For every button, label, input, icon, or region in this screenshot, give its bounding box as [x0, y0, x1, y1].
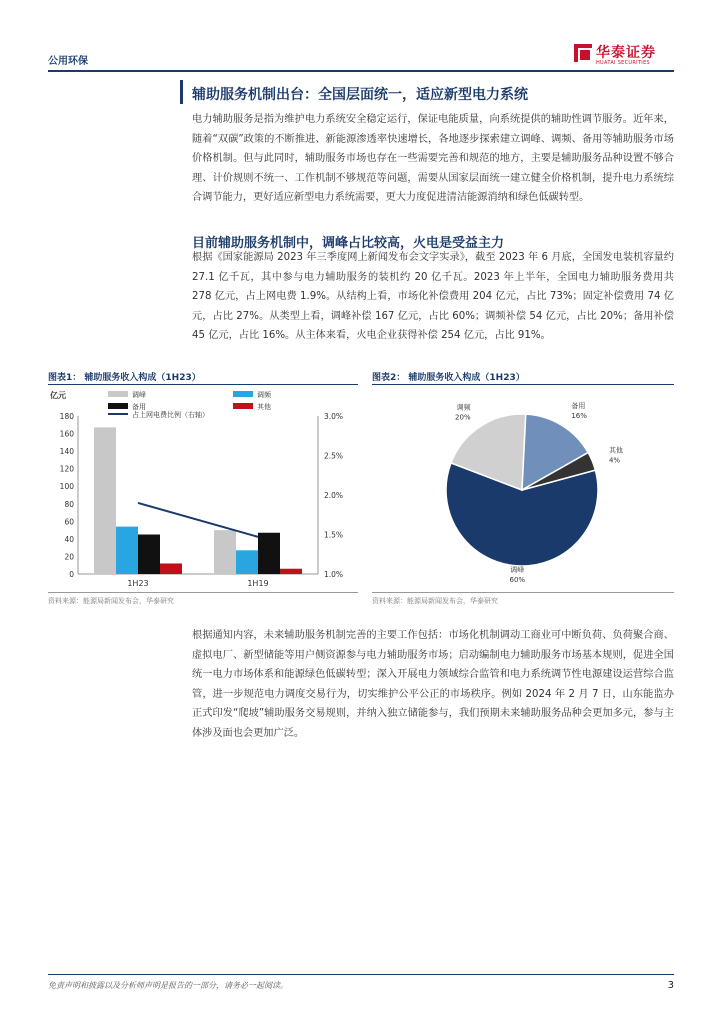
y-tick-label: 120: [59, 464, 74, 474]
pie-label-调峰: 调峰: [510, 566, 525, 574]
pie-label-其他: 其他: [608, 446, 623, 455]
pie-pct-调频: 20%: [455, 413, 471, 422]
pie-label-调频: 调频: [456, 403, 471, 412]
bar-chart: [48, 386, 358, 590]
figure2-rule: [372, 384, 674, 385]
bar-chart-svg: [48, 386, 358, 590]
legend-label: 调峰: [132, 391, 146, 399]
y-tick-label: 0: [69, 570, 74, 579]
sector-label: 公用环保: [48, 56, 88, 67]
figure1-title: 图表1： 辅助服务收入构成（1H23）: [48, 373, 201, 383]
legend-swatch-调频: [233, 391, 253, 397]
bar-调峰-1H19: [214, 530, 236, 574]
section1-body: 电力辅助服务是指为维护电力系统安全稳定运行，保证电能质量，向系统提供的辅助性调节服务。近年来，随着“双碳”政策的不断推进、新能源渗透率快速增长，各地逐步探索建立调峰、调频、备用等辅助服务市场价格机制。但与此同时，辅助服务市场也存在一些需要完善和规范的地方，主要是辅助服务品种设置不够合理、计价规则不统一、工作机制不够规范等问题，需要从国家层面统一建立健全价格机制，提升电力系统综合调节能力，更好适应新型电力系统需要，更大力度促进清洁能源消纳和绿色低碳转型。: [192, 114, 674, 204]
section-marker: [180, 80, 183, 104]
bar-备用-1H19: [258, 533, 280, 574]
y-tick-label: 140: [59, 447, 74, 457]
legend-label: 备用: [132, 403, 146, 411]
brand-logo: [574, 42, 674, 68]
pie-label-备用: 备用: [571, 401, 586, 410]
y-tick-label: 180: [59, 412, 74, 421]
legend-swatch-备用: [108, 403, 128, 409]
section2-body: 根据《国家能源局 2023 年三季度网上新闻发布会文字实录》，截至 2023 年 6 月底，全国发电装机容量约 27.1 亿千瓦，其中参与电力辅助服务的装机约 20 亿千瓦。2023 年上半年，全国电力辅助服务费用共 278 亿元，占上网电费 1.9%。从结构上看，市场化补偿费用 204 亿元，占比 73%；固定补偿费用 74 亿元，占比 27%。从类型上看，调峰补偿 167 亿元，占比 60%；调频补偿 54 亿元，占比 20%；备用补偿 45 亿元，占比 16%。从主体来看，火电企业获得补偿 254 亿元，占比 91%。: [192, 252, 674, 342]
y-tick-label: 160: [59, 429, 74, 439]
y-tick-label: 60: [64, 517, 74, 527]
y2-tick-label: 3.0%: [324, 412, 344, 421]
pie-chart-svg: [372, 386, 674, 590]
page-number: 3: [667, 980, 674, 991]
y2-tick-label: 1.0%: [324, 570, 344, 579]
legend-swatch-调峰: [108, 391, 128, 397]
y2-tick-label: 1.5%: [324, 530, 344, 540]
legend-label: 调频: [257, 391, 271, 399]
y-tick-label: 20: [64, 552, 74, 562]
y-tick-label: 100: [59, 482, 74, 492]
figure2-bottom-rule: [372, 592, 674, 593]
figure1-source: 资料来源：能源局新闻发布会，华泰研究: [48, 597, 174, 605]
pie-pct-其他: 4%: [608, 456, 621, 465]
pie-pct-备用: 16%: [571, 411, 587, 420]
x-tick-label: 1H19: [247, 579, 269, 588]
legend-label: 其他: [257, 403, 271, 411]
pie-chart: [372, 386, 674, 590]
section2-title: 目前辅助服务机制中，调峰占比较高，火电是受益主力: [192, 236, 505, 251]
bar-调频-1H23: [116, 527, 138, 574]
bar-其他-1H23: [160, 563, 182, 574]
brand-sub: HUATAI SECURITIES: [596, 60, 650, 66]
footer-rule: [48, 974, 674, 975]
bar-其他-1H19: [280, 569, 302, 574]
page-header: [48, 40, 674, 74]
pie-pct-调峰: 60%: [509, 576, 526, 584]
legend-label: 占上网电费比例（右轴）: [132, 411, 209, 419]
footer-disclaimer: 免责声明和披露以及分析师声明是报告的一部分，请务必一起阅读。: [48, 981, 288, 990]
brand-name: 华泰证券: [596, 45, 656, 61]
y-tick-label: 40: [64, 534, 74, 544]
figure1-bottom-rule: [48, 592, 358, 593]
y-axis-label: 亿元: [50, 391, 66, 400]
figure2-title: 图表2： 辅助服务收入构成（1H23）: [372, 373, 525, 383]
bar-调峰-1H23: [94, 427, 116, 574]
y-tick-label: 80: [64, 499, 74, 509]
y2-tick-label: 2.5%: [324, 451, 344, 461]
line-series-ratio: [138, 503, 258, 537]
header-rule: [48, 70, 674, 72]
figure2-source: 资料来源：能源局新闻发布会，华泰研究: [372, 597, 498, 605]
section3-body: 根据通知内容，未来辅助服务机制完善的主要工作包括：市场化机制调动工商业可中断负荷、负荷聚合商、虚拟电厂、新型储能等用户侧资源参与电力辅助服务市场；启动编制电力辅助服务市场基本规则，促进全国统一电力市场体系和能源绿色低碳转型；深入开展电力领域综合监管和电力系统调节性电源建设运营综合监管，进一步规范电力调度交易行为，切实维护公平公正的市场秩序。例如 2024 年 2 月 7 日，山东能监办正式印发“爬坡”辅助服务交易规则，并纳入独立储能参与，我们预期未来辅助服务品种会更加多元，参与主体涉及面也会更加广泛。: [192, 630, 674, 739]
brand-mark-icon: [574, 44, 592, 62]
figure1-rule: [48, 384, 358, 385]
y2-tick-label: 2.0%: [324, 491, 344, 500]
legend-swatch-其他: [233, 403, 253, 409]
x-tick-label: 1H23: [127, 579, 149, 588]
bar-备用-1H23: [138, 535, 160, 575]
bar-调频-1H19: [236, 550, 258, 574]
section1-title: 辅助服务机制出台：全国层面统一，适应新型电力系统: [192, 87, 528, 103]
